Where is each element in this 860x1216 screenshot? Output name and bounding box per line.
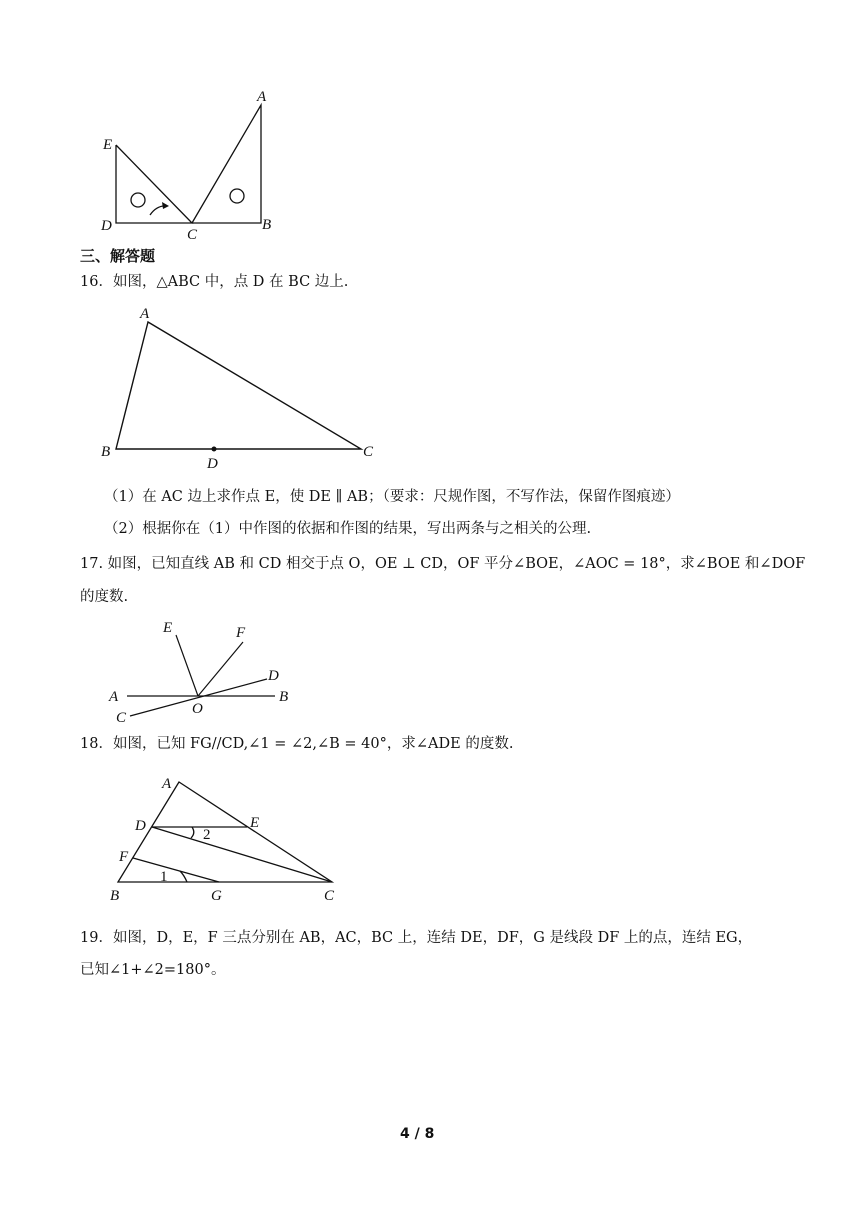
angle-2-arc xyxy=(191,827,194,838)
q17-label-o: O xyxy=(192,701,203,717)
q17-label-a: A xyxy=(109,689,119,705)
q19-line2: 已知∠1+∠2=180°。 xyxy=(80,962,226,978)
section-heading: 三、解答题 xyxy=(80,247,156,265)
q16-label-c: C xyxy=(363,444,374,460)
triangle-abc xyxy=(116,322,361,449)
q15-figure xyxy=(95,85,295,245)
ray-oe xyxy=(176,635,198,696)
q17-label-d: D xyxy=(268,668,279,684)
q17-line2: 的度数. xyxy=(80,589,129,605)
q18-label-a: A xyxy=(162,776,172,792)
q16-part1: （1）在 AC 边上求作点 E，使 DE ∥ AB；（要求：尺规作图，不写作法，保留作图痕迹） xyxy=(104,489,680,505)
segment-dc xyxy=(152,827,332,882)
q18-label-b: B xyxy=(110,888,120,904)
q18-stem: 18．如图，已知 FG//CD,∠1 = ∠2,∠B = 40°，求∠ADE 的度数. xyxy=(80,736,514,752)
q18-label-d: D xyxy=(135,818,146,834)
q17-label-e: E xyxy=(163,620,173,636)
q17-label-f: F xyxy=(236,625,246,641)
q18-label-f: F xyxy=(119,849,129,865)
q16-label-a: A xyxy=(140,306,150,322)
q16-stem: 16．如图，△ABC 中，点 D 在 BC 边上. xyxy=(80,274,349,290)
q18-angle-1: 1 xyxy=(160,869,168,885)
q16-label-d: D xyxy=(207,456,218,472)
q18-figure xyxy=(100,772,350,902)
hole-right xyxy=(230,189,244,203)
hole-left xyxy=(131,193,145,207)
fig15-label-b: B xyxy=(262,217,272,233)
q16-figure xyxy=(95,300,395,472)
page-number: 4 / 8 xyxy=(400,1126,435,1142)
q16-part2: （2）根据你在（1）中作图的依据和作图的结果，写出两条与之相关的公理. xyxy=(104,521,592,537)
q17-label-c: C xyxy=(116,710,127,726)
q19-line1: 19．如图，D，E，F 三点分别在 AB，AC，BC 上，连结 DE，DF，G 是线段 DF 上的点，连结 EG， xyxy=(80,930,753,946)
fig15-label-c: C xyxy=(187,227,198,243)
q17-figure xyxy=(105,618,305,726)
q17-line1: 17. 如图，已知直线 AB 和 CD 相交于点 O，OE ⊥ CD，OF 平分∠BOE，∠AOC = 18°，求∠BOE 和∠DOF xyxy=(80,556,806,572)
triangle-abc xyxy=(118,782,332,882)
q18-angle-2: 2 xyxy=(203,827,211,843)
q16-label-b: B xyxy=(101,444,111,460)
rotation-arrow-head xyxy=(162,202,169,209)
fig15-label-d: D xyxy=(101,218,112,234)
triangle-abc xyxy=(192,105,261,223)
q17-label-b: B xyxy=(279,689,289,705)
fig15-label-e: E xyxy=(103,137,113,153)
q18-label-g: G xyxy=(211,888,222,904)
q18-label-c: C xyxy=(324,888,335,904)
q18-label-e: E xyxy=(250,815,260,831)
segment-fg xyxy=(133,858,219,882)
fig15-label-a: A xyxy=(257,89,267,105)
point-d xyxy=(212,447,217,452)
triangle-edc xyxy=(116,145,192,223)
